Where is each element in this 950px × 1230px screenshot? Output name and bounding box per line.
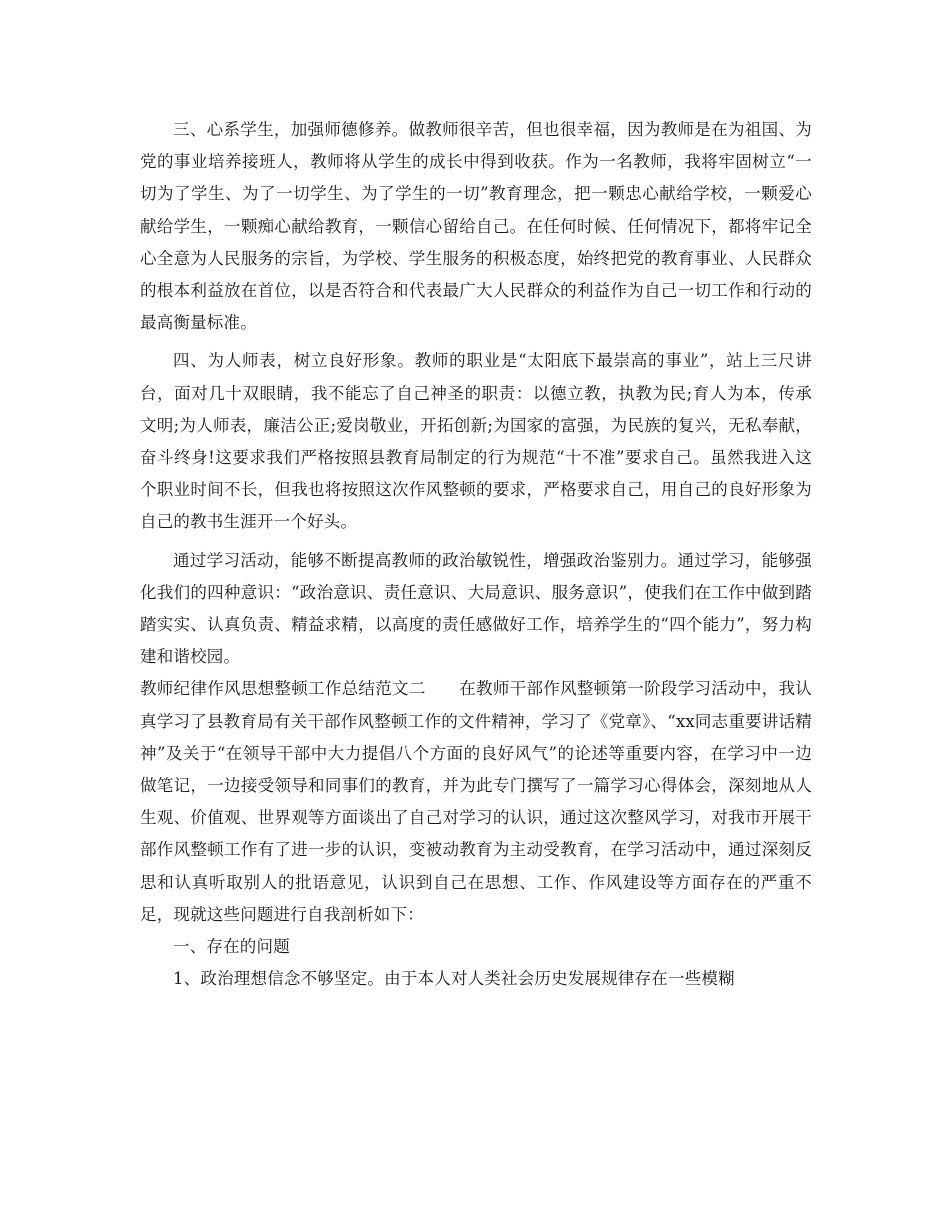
paragraph-political-belief: 1、政治理想信念不够坚定。由于本人对人类社会历史发展规律存在一些模糊 bbox=[173, 969, 735, 989]
paragraph-care-for-students: 三、心系学生，加强师德修养。做教师很辛苦，但也很幸福，因为教师是在为祖国、为党的事业培养接班人，教师将从学生的成长中得到收获。作为一名教师，我将牢固树立“一切为了学生、为了一切学生、为了学生的一切”教育理念，把一颗忠心献给学校，一颗爱心献给学生，一颗痴心献给教育，一颗信心留给自己。在任何时候、任何情况下，都将牢记全心全意为人民服务的宗旨，为学校、学生服务的积极态度，始终把党的教育事业、人民群众的根本利益放在首位，以是否符合和代表最广大人民群众的利益作为自己一切工作和行动的最高衡量标准。 bbox=[140, 120, 812, 333]
paragraph-sample-two-intro: 教师纪律作风思想整顿工作总结范文二 在教师干部作风整顿第一阶段学习活动中，我认真学习了县教育局有关干部作风整顿工作的文件精神，学习了《党章》、“xx同志重要讲话精神”及关于“在领导干部中大力提倡八个方面的良好风气”的论述等重要内容，在学习中一边做笔记，一边接受领导和同事们的教育，并为此专门撰写了一篇学习心得体会，深刻地从人生观、价值观、世界观等方面谈出了自己对学习的认识，通过这次整风学习，对我市开展干部作风整顿工作有了进一步的认识，变被动教育为主动受教育，在学习活动中，通过深刻反思和认真听取别人的批语意见，认识到自己在思想、工作、作风建设等方面存在的严重不足，现就这些问题进行自我剖析如下： bbox=[140, 679, 812, 924]
paragraph-study-activities: 通过学习活动，能够不断提高教师的政治敏锐性，增强政治鉴别力。通过学习，能够强化我们的四种意识：“政治意识、责任意识、大局意识、服务意识”，使我们在工作中做到踏踏实实、认真负责、精益求精，以高度的责任感做好工作，培养学生的“四个能力”，努力构建和谐校园。 bbox=[140, 550, 812, 667]
document-body bbox=[140, 114, 812, 995]
section-heading-existing-problems: 一、存在的问题 bbox=[173, 937, 290, 957]
paragraph-role-model: 四、为人师表，树立良好形象。教师的职业是“太阳底下最崇高的事业”，站上三尺讲台，面对几十双眼睛，我不能忘了自己神圣的职责：以德立教，执教为民;育人为本，传承文明;为人师表，廉洁公正;爱岗敬业，开拓创新;为国家的富强，为民族的复兴，无私奉献，奋斗终身!这要求我们严格按照县教育局制定的行为规范“十不准”要求自己。虽然我进入这个职业时间不长，但我也将按照这次作风整顿的要求，严格要求自己，用自己的良好形象为自己的教书生涯开一个好头。 bbox=[140, 351, 812, 532]
